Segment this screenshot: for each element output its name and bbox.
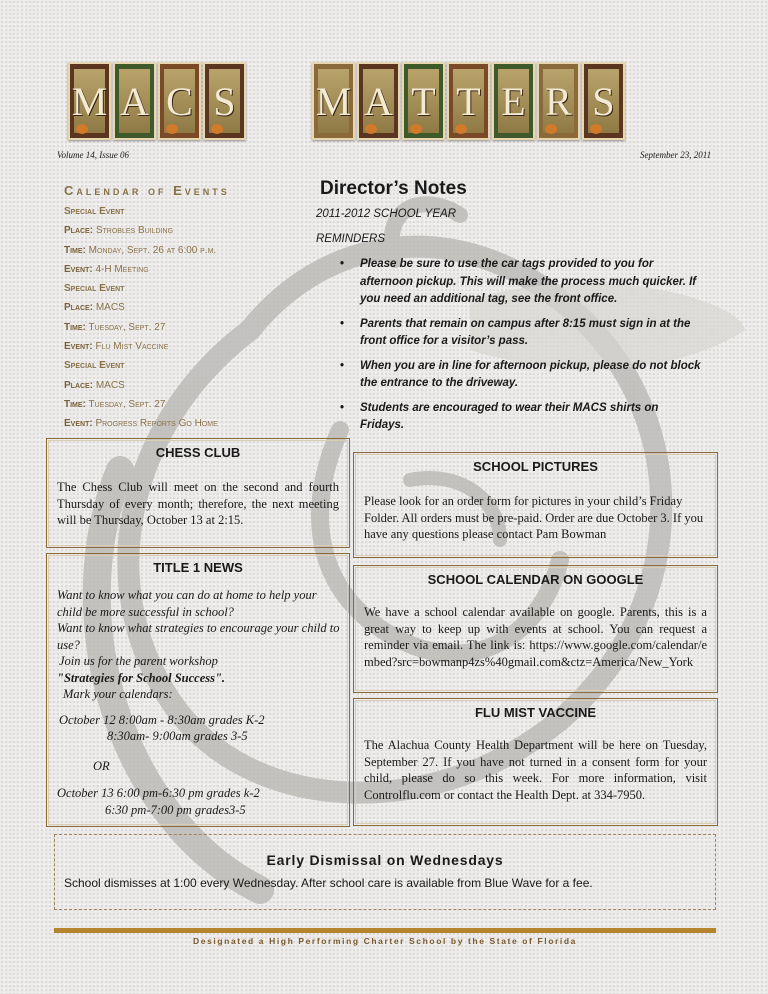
calendar-value: Tuesday, Sept. 27 — [88, 398, 166, 410]
school-pictures-box — [353, 452, 718, 558]
calendar-event-detail — [64, 380, 294, 399]
flu-mist-title: FLU MIST VACCINE — [474, 705, 597, 720]
masthead-tile: M — [68, 62, 111, 140]
calendar-label: Place: — [64, 225, 94, 237]
calendar-label: Event: — [64, 418, 93, 430]
masthead-tile: T — [447, 62, 490, 140]
reminder-item: • When you are in line for afternoon pickup, please do not block the entrance to the driveway. — [340, 358, 705, 393]
title1-workshop-name: "Strategies for School Success". — [57, 670, 226, 685]
calendar-value: 4-H Meeting — [95, 263, 149, 275]
masthead-tile: A — [357, 62, 400, 140]
calendar-event-detail — [64, 322, 294, 341]
title1-news-title: TITLE 1 NEWS — [153, 560, 243, 575]
masthead-tile: M — [312, 62, 355, 140]
masthead-tile: C — [158, 62, 201, 140]
calendar-list — [64, 206, 294, 438]
title1-news-body — [57, 587, 341, 818]
pumpkin-icon — [410, 124, 422, 134]
calendar-event-detail — [64, 399, 294, 418]
pumpkin-icon — [76, 124, 88, 134]
footer-rule — [54, 928, 716, 933]
calendar-value: Flu Mist Vaccine — [95, 341, 169, 353]
reminder-item: • Students are encouraged to wear their MACS shirts on Fridays. — [340, 400, 705, 435]
masthead-macs — [68, 62, 246, 140]
masthead-tile: R — [537, 62, 580, 140]
title1-mark-calendar: Mark your calendars: — [63, 687, 173, 701]
chess-club-body: The Chess Club will meet on the second and fourth Thursday of every month; therefore, the next meeting will be Thursday, October 13 at 2:15. — [57, 480, 339, 527]
calendar-value: Strobles Building — [95, 225, 174, 237]
title1-schedule-1: October 12 8:00am - 8:30am grades K-2 — [59, 712, 265, 727]
school-year-line: 2011-2012 SCHOOL YEAR — [316, 208, 456, 220]
google-calendar-link[interactable]: https://www.google.com/calendar/embed?src=bowmanp4zs%40gmail.com&ctz=America/New_York — [364, 638, 707, 669]
masthead-tile: S — [203, 62, 246, 140]
issue-date: September 23, 2011 — [640, 150, 712, 160]
masthead-matters — [312, 62, 625, 140]
title1-or: OR — [93, 758, 110, 773]
masthead-tile: A — [113, 62, 156, 140]
calendar-value: Progress Reports Go Home — [95, 418, 218, 430]
calendar-event-heading — [64, 283, 294, 302]
calendar-event-heading — [64, 206, 294, 225]
calendar-event-heading — [64, 360, 294, 379]
calendar-label: Special Event — [64, 206, 125, 217]
pumpkin-icon — [545, 124, 557, 134]
google-calendar-text: We have a school calendar available on google. Parents, this is a great way to keep up with events at school. You can request a reminder via email. The link is: — [364, 605, 707, 652]
calendar-value: MACS — [95, 379, 125, 391]
calendar-value: MACS — [95, 302, 125, 314]
title1-question-2: Want to know what strategies to encourage your child to use? — [57, 621, 340, 652]
reminder-item: • Parents that remain on campus after 8:15 must sign in at the front office for a visitor’s pass. — [340, 316, 705, 351]
calendar-value: Tuesday, Sept. 27 — [88, 321, 166, 333]
chess-club-box — [46, 438, 350, 548]
flu-mist-box — [353, 698, 718, 826]
chess-club-title: CHESS CLUB — [155, 445, 241, 460]
calendar-label: Place: — [64, 379, 94, 391]
reminder-item: • Please be sure to use the car tags provided to you for afternoon pickup. This will make the process much quicker. If you need an additional tag, see the front office. — [340, 256, 705, 309]
calendar-event-detail — [64, 264, 294, 283]
pumpkin-icon — [166, 124, 178, 134]
calendar-label: Special Event — [64, 283, 125, 295]
title1-question-1: Want to know what you can do at home to help your child be more successful in school? — [57, 588, 317, 619]
calendar-event-detail — [64, 302, 294, 321]
pumpkin-icon — [365, 124, 377, 134]
early-dismissal-box — [54, 834, 716, 910]
calendar-label: Time: — [64, 321, 86, 333]
early-dismissal-body: School dismisses at 1:00 every Wednesday. After school care is available from Blue Wave for a fee. — [64, 876, 593, 890]
google-calendar-body — [364, 604, 707, 670]
google-calendar-box — [353, 565, 718, 693]
calendar-value: Monday, Sept. 26 at 6:00 p.m. — [88, 244, 217, 256]
school-pictures-title: SCHOOL PICTURES — [473, 459, 598, 474]
pumpkin-icon — [455, 124, 467, 134]
pumpkin-icon — [211, 124, 223, 134]
calendar-event-detail — [64, 225, 294, 244]
calendar-event-detail — [64, 418, 294, 437]
calendar-label: Place: — [64, 302, 94, 314]
footer-tagline: Designated a High Performing Charter School by the State of Florida — [193, 936, 577, 946]
title1-schedule-3: October 13 6:00 pm-6:30 pm grades k-2 — [57, 786, 260, 800]
google-calendar-title: SCHOOL CALENDAR ON GOOGLE — [427, 572, 644, 587]
title1-workshop-line: Join us for the parent workshop — [59, 654, 218, 668]
masthead-tile: S — [582, 62, 625, 140]
calendar-label: Time: — [64, 244, 86, 256]
calendar-label: Event: — [64, 341, 93, 353]
calendar-label: Time: — [64, 398, 86, 410]
calendar-event-detail — [64, 341, 294, 360]
title1-schedule-2: 8:30am- 9:00am grades 3-5 — [107, 729, 248, 743]
masthead-tile: E — [492, 62, 535, 140]
early-dismissal-title: Early Dismissal on Wednesdays — [266, 852, 504, 868]
reminders-list — [340, 256, 705, 442]
calendar-event-detail — [64, 245, 294, 264]
pumpkin-icon — [590, 124, 602, 134]
flu-mist-body: The Alachua County Health Department will be here on Tuesday, September 27. If you have not turned in a consent form for your child, please do so this week. For more information, visit Controlflu.com or contact the Health Dept. at 334-7950. — [364, 738, 707, 802]
title1-schedule-4: 6:30 pm-7:00 pm grades3-5 — [105, 802, 246, 817]
volume-issue: Volume 14, Issue 06 — [57, 150, 129, 160]
reminders-line: REMINDERS — [316, 233, 386, 245]
director-notes-title: Director’s Notes — [320, 178, 467, 199]
title1-news-box — [46, 553, 350, 827]
calendar-label: Special Event — [64, 360, 125, 372]
masthead-tile: T — [402, 62, 445, 140]
calendar-label: Event: — [64, 263, 93, 275]
calendar-title: Calendar of Events — [64, 183, 230, 198]
school-pictures-body: Please look for an order form for pictures in your child’s Friday Folder. All orders must be pre-paid. Order are due October 3. If you have any questions please contact Pam Bowman — [364, 494, 704, 541]
